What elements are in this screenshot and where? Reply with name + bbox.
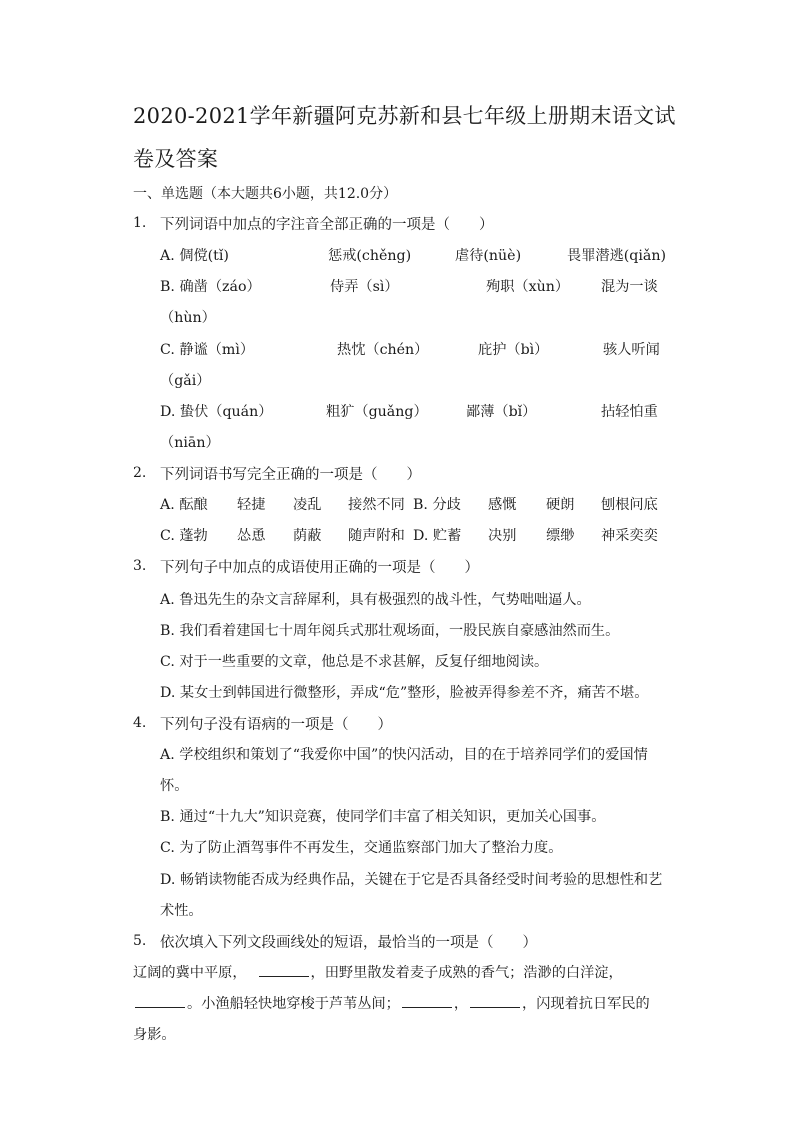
q3-option-c: C. 对于一些重要的文章，他总是不求甚解，反复仔细地阅读。 — [160, 654, 549, 670]
q1-option-b-5: （hùn） — [160, 310, 216, 326]
q5-passage-line2 — [133, 993, 650, 1013]
q1-option-b-1: B. 确凿（záo） — [160, 279, 261, 295]
section-heading: 一、单选题（本大题共6小题，共12.0分） — [133, 186, 398, 202]
q1-option-a-2: 惩戒(chěng) — [328, 248, 412, 264]
q4-number: 4. — [133, 715, 147, 731]
q1-option-c-5: （gǎi） — [160, 373, 211, 389]
q5-text-2b: ， — [453, 996, 469, 1012]
q1-option-b-3: 殉职（xùn） — [486, 279, 570, 295]
q5-blank-4 — [470, 993, 520, 1008]
q1-option-d-2: 粗犷（guǎng） — [326, 404, 428, 420]
q1-option-a-1: A. 倜傥(tǐ) — [160, 248, 229, 264]
doc-title-line2: 卷及答案 — [133, 147, 219, 171]
q5-stem: 依次填入下列文段画线处的短语，最恰当的一项是（ ） — [160, 935, 537, 951]
q1-option-d-4: 拈轻怕重 — [601, 404, 658, 420]
q4-option-c: C. 为了防止酒驾事件不再发生，交通监察部门加大了整治力度。 — [160, 840, 563, 856]
q5-blank-2 — [135, 993, 185, 1008]
q5-blank-3 — [402, 993, 452, 1008]
q3-option-a: A. 鲁迅先生的杂文言辞犀利，具有极强烈的战斗性，气势咄咄逼人。 — [160, 592, 591, 608]
q2-row2-6: 决别 — [488, 528, 517, 544]
q1-option-c-3: 庇护（bì） — [478, 342, 549, 358]
q2-row2-3: 荫蔽 — [293, 528, 322, 544]
q3-option-d: D. 某女士到韩国进行微整形，弄成“危”整形，脸被弄得参差不齐，痛苦不堪。 — [160, 685, 649, 701]
q2-row1-3: 凌乱 — [293, 497, 322, 513]
q2-row2-8: 神采奕奕 — [601, 528, 658, 544]
q3-option-b: B. 我们看着建国七十周年阅兵式那壮观场面，一股民族自豪感油然而生。 — [160, 623, 620, 639]
q2-stem: 下列词语书写完全正确的一项是（ ） — [160, 467, 421, 483]
q2-row1-1: A. 酝酿 — [160, 497, 208, 513]
q3-stem: 下列句子中加点的成语使用正确的一项是（ ） — [160, 560, 479, 576]
q5-passage-line3: 身影。 — [133, 1027, 176, 1043]
q2-row2-5: D. 贮蓄 — [413, 528, 462, 544]
q1-option-b-4: 混为一谈 — [601, 279, 658, 295]
q1-option-d-3: 鄙薄（bǐ） — [466, 404, 537, 420]
q1-option-d-1: D. 蛰伏（quán） — [160, 404, 273, 420]
q2-row1-2: 轻捷 — [237, 497, 266, 513]
q1-option-c-2: 热忱（chén） — [337, 342, 429, 358]
q5-passage-line1 — [133, 962, 623, 982]
q2-row1-7: 硬朗 — [546, 497, 575, 513]
q2-number: 2. — [133, 465, 147, 481]
q2-row2-4: 随声附和 — [348, 528, 405, 544]
q4-stem: 下列句子没有语病的一项是（ ） — [160, 717, 392, 733]
q5-number: 5. — [133, 933, 147, 949]
q5-text-2a: 。小渔船轻快地穿梭于芦苇丛间； — [187, 996, 400, 1012]
q5-blank-1 — [259, 962, 309, 977]
q2-row2-2: 怂恿 — [237, 528, 266, 544]
q1-option-c-1: C. 静谧（mì） — [160, 342, 255, 358]
q5-text-1a: 辽阔的冀中平原， — [133, 965, 247, 981]
q5-text-1b: ，田野里散发着麦子成熟的香气；浩渺的白洋淀， — [310, 965, 623, 981]
q2-row1-5: B. 分歧 — [413, 497, 461, 513]
q5-text-2c: ，闪现着抗日军民的 — [522, 996, 650, 1012]
q4-option-d-line1: D. 畅销读物能否成为经典作品，关键在于它是否具备经受时间考验的思想性和艺 — [160, 872, 663, 888]
q4-option-b: B. 通过“十九大”知识竞赛，使同学们丰富了相关知识，更加关心国事。 — [160, 809, 606, 825]
doc-title-line1: 2020-2021学年新疆阿克苏新和县七年级上册期末语文试 — [133, 104, 676, 128]
q1-option-d-5: （niān） — [160, 435, 220, 451]
q2-row1-8: 刨根问底 — [601, 497, 658, 513]
q4-option-a-line2: 怀。 — [160, 778, 189, 794]
q4-option-a-line1: A. 学校组织和策划了“我爱你中国”的快闪活动，目的在于培养同学们的爱国情 — [160, 747, 648, 763]
q2-row2-1: C. 蓬勃 — [160, 528, 208, 544]
q3-number: 3. — [133, 558, 147, 574]
q1-option-a-3: 虐待(nüè) — [455, 248, 522, 264]
q1-option-a-4: 畏罪潜逃(qiǎn) — [567, 248, 667, 264]
q4-option-d-line2: 术性。 — [160, 903, 203, 919]
q1-option-b-2: 侍弄（sì） — [330, 279, 399, 295]
q1-stem: 下列词语中加点的字注音全部正确的一项是（ ） — [160, 217, 494, 233]
q2-row1-4: 接然不同 — [348, 497, 405, 513]
q1-option-c-4: 骇人听闻 — [603, 342, 660, 358]
q2-row1-6: 感慨 — [488, 497, 517, 513]
q1-number: 1. — [133, 215, 147, 231]
q2-row2-7: 缥缈 — [546, 528, 575, 544]
